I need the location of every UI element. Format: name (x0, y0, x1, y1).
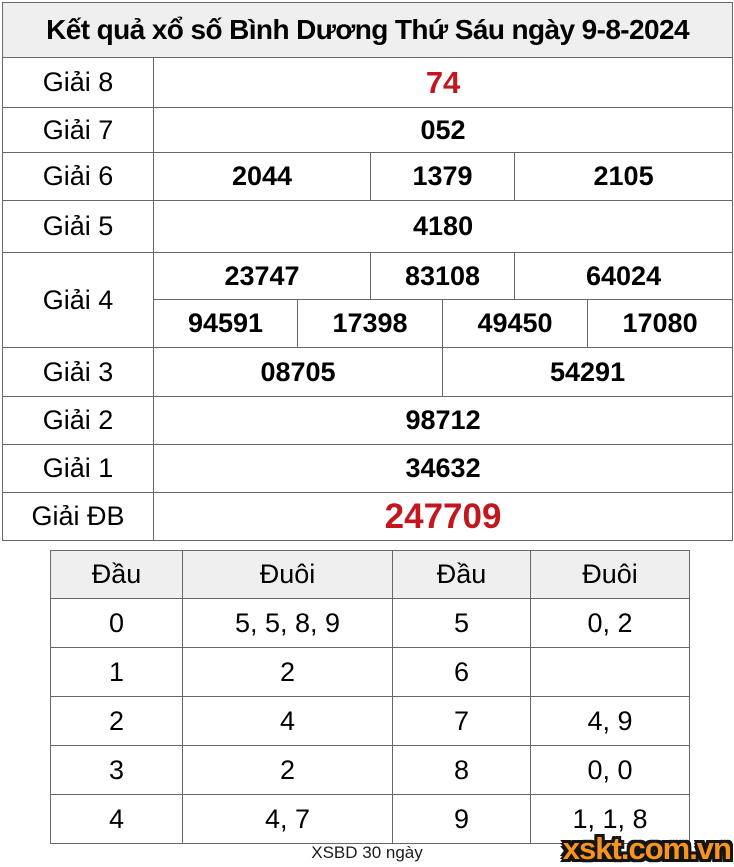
prize-label-giai-6: Giải 6 (3, 153, 154, 201)
head-cell: 3 (51, 746, 183, 795)
prize-value-giai-4-4: 94591 (154, 300, 298, 348)
site-logo-link[interactable]: xskt.com.vn (562, 831, 731, 866)
prize-value-giai-db: 247709 (154, 493, 733, 541)
head-tail-row-2 (51, 697, 690, 746)
head-cell: 2 (51, 697, 183, 746)
prize-value-giai-8: 74 (154, 58, 733, 108)
prize-value-giai-2: 98712 (154, 397, 733, 445)
prize-value-giai-5: 4180 (154, 201, 733, 253)
page-title: Kết quả xổ số Bình Dương Thứ Sáu ngày 9-8-2024 (3, 3, 733, 58)
tail-cell: 4, 7 (183, 795, 393, 844)
head-cell: 7 (393, 697, 531, 746)
head-tail-row-0 (51, 599, 690, 648)
prize-value-giai-6-1: 2044 (154, 153, 371, 201)
head-cell: 6 (393, 648, 531, 697)
head-tail-row-1 (51, 648, 690, 697)
tail-cell: 2 (183, 648, 393, 697)
tail-cell: 0, 2 (531, 599, 690, 648)
head-tail-row-3 (51, 746, 690, 795)
prize-value-giai-6-2: 1379 (371, 153, 515, 201)
head-cell: 4 (51, 795, 183, 844)
prize-label-giai-db: Giải ĐB (3, 493, 154, 541)
head-cell: 8 (393, 746, 531, 795)
prize-value-giai-4-2: 83108 (371, 253, 515, 300)
tail-cell: 1, 1, 8 (531, 795, 690, 844)
stats-caption: XSBD 30 ngày (311, 843, 423, 862)
head-cell: 0 (51, 599, 183, 648)
prize-label-giai-5: Giải 5 (3, 201, 154, 253)
tail-cell: 4, 9 (531, 697, 690, 746)
tail-column-header-right: Đuôi (531, 551, 690, 599)
prize-value-giai-6-3: 2105 (515, 153, 733, 201)
prize-label-giai-4: Giải 4 (3, 253, 154, 348)
prize-label-giai-7: Giải 7 (3, 108, 154, 153)
prize-value-giai-4-5: 17398 (298, 300, 443, 348)
prize-value-giai-3-1: 08705 (154, 348, 443, 397)
tail-cell: 4 (183, 697, 393, 746)
head-column-header-left: Đầu (51, 551, 183, 599)
results-table (2, 2, 733, 541)
prize-label-giai-8: Giải 8 (3, 58, 154, 108)
prize-value-giai-4-7: 17080 (588, 300, 733, 348)
prize-value-giai-3-2: 54291 (443, 348, 733, 397)
prize-label-giai-1: Giải 1 (3, 445, 154, 493)
tail-cell: 5, 5, 8, 9 (183, 599, 393, 648)
head-column-header-right: Đầu (393, 551, 531, 599)
prize-value-giai-4-3: 64024 (515, 253, 733, 300)
tail-cell: 2 (183, 746, 393, 795)
prize-label-giai-3: Giải 3 (3, 348, 154, 397)
head-cell: 1 (51, 648, 183, 697)
prize-value-giai-7: 052 (154, 108, 733, 153)
prize-label-giai-2: Giải 2 (3, 397, 154, 445)
head-tail-table (50, 550, 690, 844)
prize-value-giai-4-6: 49450 (443, 300, 588, 348)
head-cell: 5 (393, 599, 531, 648)
tail-cell: 0, 0 (531, 746, 690, 795)
prize-value-giai-1: 34632 (154, 445, 733, 493)
prize-value-giai-4-1: 23747 (154, 253, 371, 300)
head-cell: 9 (393, 795, 531, 844)
tail-column-header-left: Đuôi (183, 551, 393, 599)
tail-cell (531, 648, 690, 697)
